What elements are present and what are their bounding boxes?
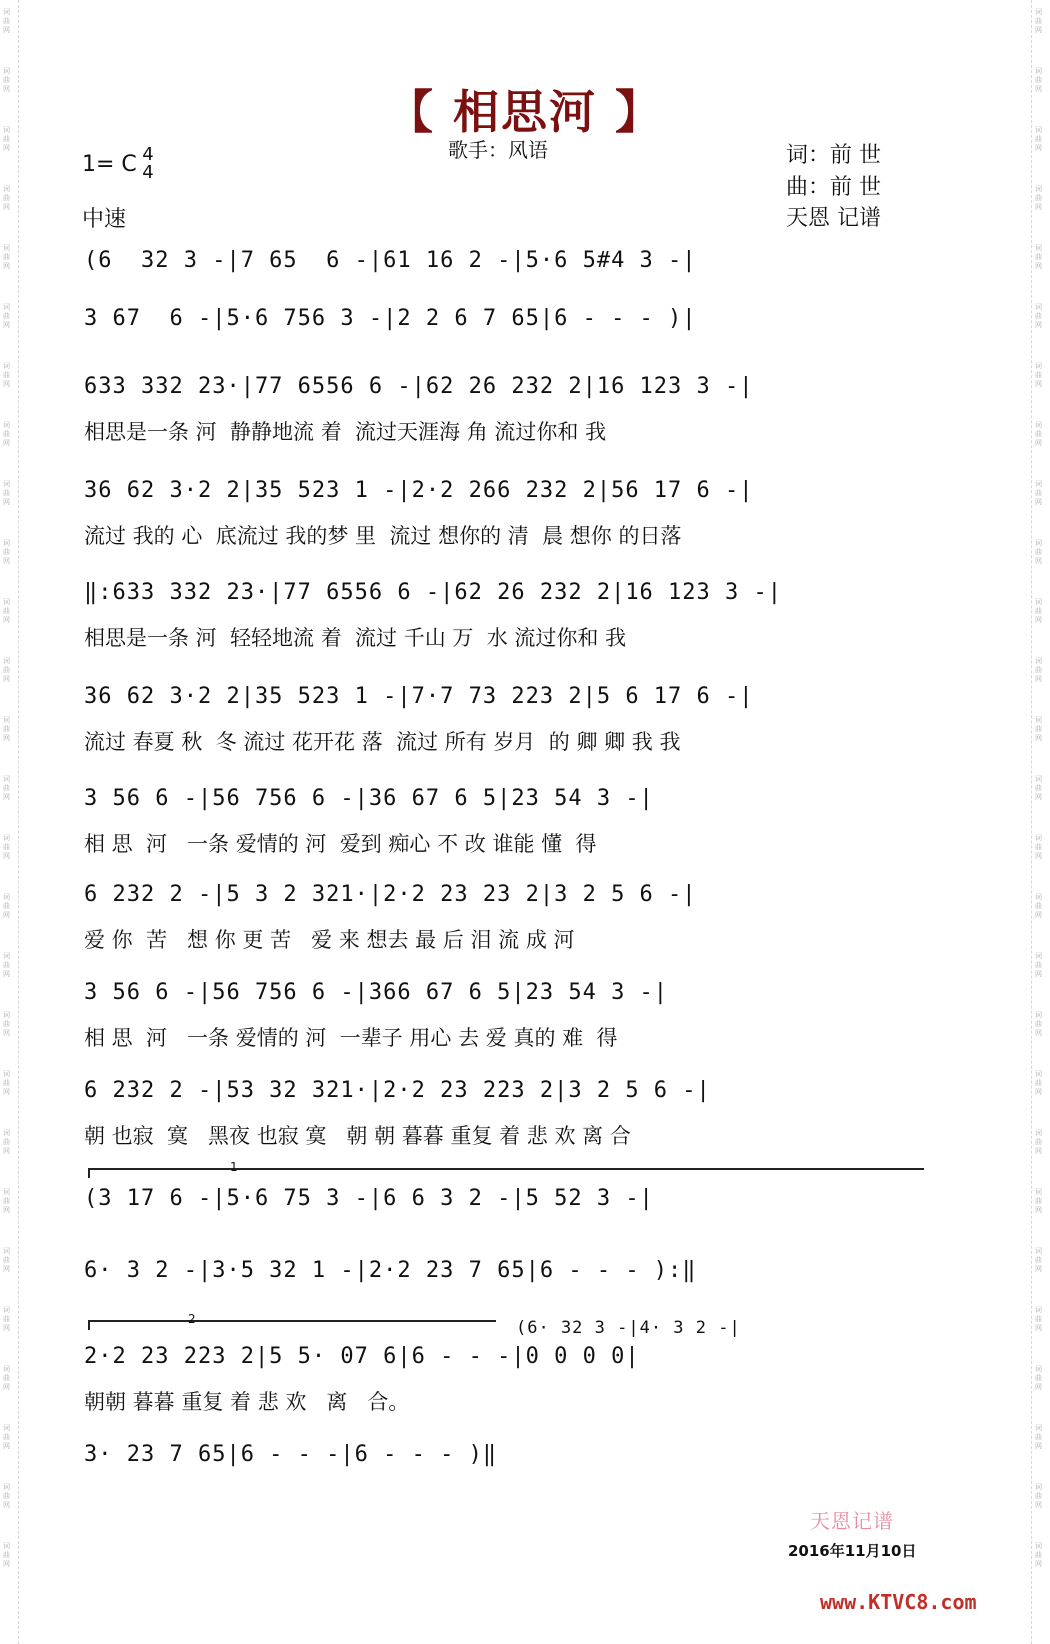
- side-watermark-mark: 词曲网: [1035, 1247, 1042, 1273]
- side-watermark-mark: 词曲网: [1035, 952, 1042, 978]
- lyric-row: 流过 春夏 秋 冬 流过 花开花 落 流过 所有 岁月 的 卿 卿 我 我: [84, 730, 681, 754]
- side-watermark-mark: 词曲网: [1035, 834, 1042, 860]
- side-watermark-mark: 词曲网: [3, 952, 10, 978]
- notation-row: (3 17 6 -|5·6 75 3 -|6 6 3 2 -|5 52 3 -|: [84, 1186, 654, 1211]
- side-watermark-mark: 词曲网: [3, 303, 10, 329]
- notation-row: ‖:633 332 23·|77 6556 6 -|62 26 232 2|16 123 3 -|: [84, 580, 783, 605]
- song-title: 【 相思河 】: [386, 85, 664, 139]
- side-watermark-mark: 词曲网: [3, 1188, 10, 1214]
- side-watermark-mark: 词曲网: [1035, 480, 1042, 506]
- side-watermark-mark: 词曲网: [1035, 657, 1042, 683]
- volta-2-label: 2: [188, 1312, 196, 1326]
- tempo-marking: 中速: [82, 207, 127, 232]
- site-watermark: www.KTVC8.com: [820, 1590, 977, 1614]
- side-watermark-mark: 词曲网: [1035, 1306, 1042, 1332]
- side-watermark-mark: 词曲网: [3, 1011, 10, 1037]
- lyric-row: 朝朝 暮暮 重复 着 悲 欢 离 合。: [84, 1390, 410, 1414]
- side-watermark-mark: 词曲网: [1035, 1365, 1042, 1391]
- notation-row: 6· 3 2 -|3·5 32 1 -|2·2 23 7 65|6 - - - ):‖: [84, 1258, 697, 1283]
- notation-row: 36 62 3·2 2|35 523 1 -|2·2 266 232 2|56 17 6 -|: [84, 478, 754, 503]
- notation-row: 6 232 2 -|53 32 321·|2·2 23 223 2|3 2 5 6 -|: [84, 1078, 711, 1103]
- lyric-row: 相思是一条 河 静静地流 着 流过天涯海 角 流过你和 我: [84, 420, 607, 444]
- side-watermark-mark: 词曲网: [1035, 303, 1042, 329]
- notation-row: 6 232 2 -|5 3 2 321·|2·2 23 23 2|3 2 5 6 -|: [84, 882, 697, 907]
- side-watermark-mark: 词曲网: [1035, 421, 1042, 447]
- lyric-row: 流过 我的 心 底流过 我的梦 里 流过 想你的 清 晨 想你 的日落: [84, 524, 682, 548]
- notation-row: 633 332 23·|77 6556 6 -|62 26 232 2|16 123 3 -|: [84, 374, 754, 399]
- side-watermark-mark: 词曲网: [3, 1424, 10, 1450]
- side-watermark-mark: 词曲网: [1035, 1424, 1042, 1450]
- notation-row: 36 62 3·2 2|35 523 1 -|7·7 73 223 2|5 6 17 6 -|: [84, 684, 754, 709]
- side-watermark-mark: 词曲网: [3, 1542, 10, 1568]
- side-watermark-mark: 词曲网: [3, 480, 10, 506]
- side-watermark-mark: 词曲网: [1035, 775, 1042, 801]
- time-sig-top: 4: [142, 144, 154, 165]
- side-watermark-mark: 词曲网: [3, 1247, 10, 1273]
- side-watermark-mark: 词曲网: [3, 716, 10, 742]
- notation-row: 3 56 6 -|56 756 6 -|36 67 6 5|23 54 3 -|: [84, 786, 654, 811]
- side-watermark-mark: 词曲网: [3, 657, 10, 683]
- lyricist-credit: 词：前 世: [786, 143, 881, 168]
- time-signature: [140, 146, 156, 182]
- side-watermark-mark: 词曲网: [3, 67, 10, 93]
- side-watermark-mark: 词曲网: [1035, 1070, 1042, 1096]
- notation-row: 2·2 23 223 2|5 5· 07 6|6 - - -|0 0 0 0|: [84, 1344, 640, 1369]
- side-watermark-mark: 词曲网: [1035, 539, 1042, 565]
- notation-row: 3 56 6 -|56 756 6 -|366 67 6 5|23 54 3 -|: [84, 980, 669, 1005]
- side-watermark-mark: 词曲网: [1035, 1542, 1042, 1568]
- composer-credit: 曲：前 世: [786, 175, 881, 200]
- side-watermark-mark: 词曲网: [3, 8, 10, 34]
- side-watermark-mark: 词曲网: [1035, 716, 1042, 742]
- side-watermark-mark: 词曲网: [3, 421, 10, 447]
- notation-row: 3 67 6 -|5·6 756 3 -|2 2 6 7 65|6 - - - )|: [84, 306, 697, 331]
- side-watermark-mark: 词曲网: [1035, 8, 1042, 34]
- transcription-date: 2016年11月10日: [788, 1542, 917, 1560]
- side-watermark-mark: 词曲网: [1035, 598, 1042, 624]
- side-watermark-mark: 词曲网: [1035, 1483, 1042, 1509]
- lyric-row: 爱 你 苦 想 你 更 苦 爱 来 想去 最 后 泪 流 成 河: [84, 928, 575, 952]
- side-watermark-mark: 词曲网: [1035, 67, 1042, 93]
- side-watermark-mark: 词曲网: [3, 126, 10, 152]
- notation-row: 3· 23 7 65|6 - - -|6 - - - )‖: [84, 1442, 498, 1467]
- volta-2-bracket: [88, 1312, 496, 1326]
- side-watermark-mark: 词曲网: [1035, 244, 1042, 270]
- side-watermark-mark: 词曲网: [1035, 1129, 1042, 1155]
- transcriber-stamp: 天恩记谱: [810, 1509, 894, 1533]
- side-watermark-mark: 词曲网: [1035, 1188, 1042, 1214]
- side-watermark-mark: 词曲网: [3, 185, 10, 211]
- interlude-notes: (6· 32 3 -|4· 3 2 -|: [516, 1318, 741, 1338]
- key-signature: 1= C: [82, 152, 137, 177]
- side-watermark-mark: 词曲网: [3, 1306, 10, 1332]
- lyric-row: 朝 也寂 寞 黑夜 也寂 寞 朝 朝 暮暮 重复 着 悲 欢 离 合: [84, 1124, 631, 1148]
- side-watermark-mark: 词曲网: [3, 775, 10, 801]
- side-watermark-mark: 词曲网: [1035, 362, 1042, 388]
- lyric-row: 相 思 河 一条 爱情的 河 一辈子 用心 去 爱 真的 难 得: [84, 1026, 618, 1050]
- side-watermark-mark: 词曲网: [1035, 893, 1042, 919]
- side-watermark-mark: 词曲网: [1035, 185, 1042, 211]
- volta-1-bracket: [88, 1160, 924, 1174]
- side-watermark-mark: 词曲网: [1035, 126, 1042, 152]
- side-watermark-mark: 词曲网: [3, 893, 10, 919]
- side-watermark-mark: 词曲网: [1035, 1011, 1042, 1037]
- side-watermark-mark: 词曲网: [3, 1365, 10, 1391]
- side-watermark-mark: 词曲网: [3, 598, 10, 624]
- singer-credit: 歌手：风语: [448, 138, 548, 162]
- notation-row: (6 32 3 -|7 65 6 -|61 16 2 -|5·6 5#4 3 -|: [84, 248, 697, 273]
- side-watermark-mark: 词曲网: [3, 362, 10, 388]
- side-watermark-mark: 词曲网: [3, 1129, 10, 1155]
- volta-1-label: 1: [230, 1160, 238, 1174]
- side-watermark-mark: 词曲网: [3, 1070, 10, 1096]
- side-watermark-mark: 词曲网: [3, 539, 10, 565]
- side-watermark-mark: 词曲网: [3, 244, 10, 270]
- lyric-row: 相思是一条 河 轻轻地流 着 流过 千山 万 水 流过你和 我: [84, 626, 627, 650]
- lyric-row: 相 思 河 一条 爱情的 河 爱到 痴心 不 改 谁能 懂 得: [84, 832, 597, 856]
- side-watermark-mark: 词曲网: [3, 834, 10, 860]
- side-watermark-mark: 词曲网: [3, 1483, 10, 1509]
- right-watermark-strip: [1031, 0, 1050, 1644]
- time-sig-bottom: 4: [142, 162, 154, 183]
- transcriber-credit: 天恩 记谱: [786, 206, 881, 231]
- left-watermark-strip: [0, 0, 19, 1644]
